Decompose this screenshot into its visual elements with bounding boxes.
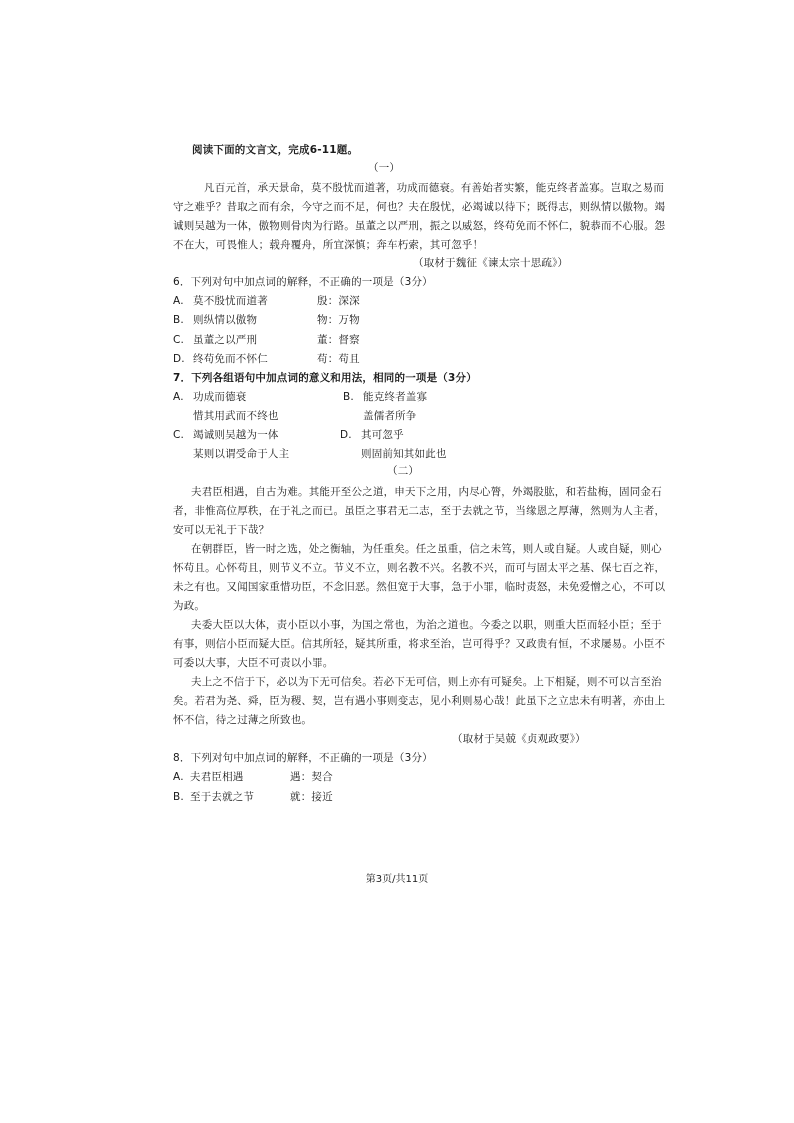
q7-right-text: 其可忽乎 <box>361 429 404 441</box>
part2-line-5: 怀苟且。心怀苟且，则节义不立。节义不立，则名教不兴。名教不兴，而可与固太平之基、保七百之祚， <box>173 562 666 574</box>
q7-right-letter: D. <box>340 429 352 441</box>
q6-option-gloss: 物：万物 <box>317 314 360 326</box>
part1-line-3: 诚则吴越为一体，傲物则骨肉为行路。虽董之以严刑，振之以威怒，终苟免而不怀仁，貌恭而不心服。怨 <box>173 220 666 232</box>
q7-right-letter: B. <box>343 391 354 403</box>
q7-right-text: 则固前知其如此也 <box>361 448 447 460</box>
page-footer: 第3页/共11页 <box>365 874 429 885</box>
q7-left-text: 竭诚则吴越为一体 <box>193 429 279 441</box>
part1-line-4: 不在大，可畏惟人；载舟覆舟，所宜深慎；奔车朽索，其可忽乎！ <box>173 239 484 251</box>
part2-line-9: 有事，则信小臣而疑大臣。信其所轻，疑其所重，将求至治，岂可得乎？又政贵有恒，不求屡易。小臣不 <box>173 638 666 650</box>
q7-left-text: 惜其用武而不终也 <box>193 410 279 422</box>
part2-line-8: 夫委大臣以大体，责小臣以小事，为国之常也，为治之道也。今委之以职，则重大臣而轻小臣；至于 <box>191 619 662 631</box>
q6-option-gloss: 殷：深深 <box>317 295 360 307</box>
part2-source: （取材于吴兢《贞观政要》） <box>452 733 586 745</box>
part2-line-13: 怀不信，待之过薄之所致也。 <box>173 714 313 726</box>
q8-option-phrase: 夫君臣相遇 <box>190 771 244 783</box>
part2-line-6: 未之有也。又闻国家重惜功臣，不念旧恶。然但宽于大事，急于小罪，临时责怒，未免爱憎之心，不可以 <box>173 581 666 593</box>
q7-right-text: 能克终者盖寡 <box>363 391 428 403</box>
q8-option-letter: B. <box>173 791 184 803</box>
q7-stem: 7．下列各组语句中加点词的意义和用法，相同的一项是（3分） <box>173 372 477 384</box>
q6-option-phrase: 虽董之以严刑 <box>193 334 258 346</box>
q6-option-letter: D. <box>173 353 185 365</box>
part2-marker: （二） <box>387 465 420 477</box>
part1-line-2: 守之难乎？昔取之而有余，今守之而不足，何也？夫在殷忧，必竭诚以待下；既得志，则纵情以傲物。竭 <box>173 201 666 213</box>
part2-line-11: 夫上之不信于下，必以为下无可信矣。若必下无可信，则上亦有可疑矣。上下相疑，则不可以言至治 <box>191 676 662 688</box>
q7-left-text: 功成而德衰 <box>193 391 247 403</box>
q7-right-text: 盖儒者所争 <box>363 410 417 422</box>
part1-marker: （一） <box>368 162 401 174</box>
q8-option-gloss: 就：接近 <box>290 791 333 803</box>
q7-left-text: 某则以谓受命于人主 <box>193 448 290 460</box>
q6-option-phrase: 则纵情以傲物 <box>193 314 258 326</box>
section-instruction: 阅读下面的文言文，完成6-11题。 <box>192 144 359 156</box>
q6-stem: 6．下列对句中加点词的解释，不正确的一项是（3分） <box>173 276 433 288</box>
q6-option-letter: B. <box>173 314 184 326</box>
part2-line-7: 为政。 <box>173 600 206 612</box>
q7-left-letter: C. <box>173 429 185 441</box>
q6-option-letter: C. <box>173 334 185 346</box>
q8-option-phrase: 至于去就之节 <box>190 791 255 803</box>
q8-option-gloss: 遇：契合 <box>290 771 333 783</box>
q7-left-letter: A. <box>173 391 184 403</box>
q8-stem: 8．下列对句中加点词的解释，不正确的一项是（3分） <box>173 752 433 764</box>
q6-option-gloss: 董：督察 <box>317 334 360 346</box>
part2-line-1: 夫君臣相遇，自古为难。其能开至公之道，申天下之用，内尽心膂，外竭股肱，和若盐梅，固同金石 <box>191 486 662 498</box>
q6-option-gloss: 苟：苟且 <box>317 353 360 365</box>
q6-option-phrase: 莫不殷忧而道著 <box>193 295 268 307</box>
q6-option-letter: A. <box>173 295 184 307</box>
part2-line-10: 可委以大事，大臣不可责以小罪。 <box>173 657 334 669</box>
part2-line-3: 安可以无礼于下哉？ <box>173 524 270 536</box>
q6-option-phrase: 终苟免而不怀仁 <box>193 353 268 365</box>
part1-source: （取材于魏征《谏太宗十思疏》） <box>413 257 569 269</box>
q8-option-letter: A. <box>173 771 184 783</box>
part2-line-4: 在朝群臣，皆一时之选，处之衡轴，为任重矣。任之虽重，信之未笃，则人或自疑。人或自疑，则心 <box>191 543 662 555</box>
part2-line-12: 矣。若君为尧、舜，臣为稷、契，岂有遇小事则变志，见小利则易心哉！此虽下之立忠未有明著，亦由上 <box>173 695 666 707</box>
part2-line-2: 者，非惟高位厚秩，在于礼之而已。虽臣之事君无二志，至于去就之节，当缘恩之厚薄，然则为人主者， <box>173 505 666 517</box>
part1-line-1: 凡百元首，承天景命，莫不殷忧而道著，功成而德衰。有善始者实繁，能克终者盖寡。岂取之易而 <box>204 182 665 194</box>
